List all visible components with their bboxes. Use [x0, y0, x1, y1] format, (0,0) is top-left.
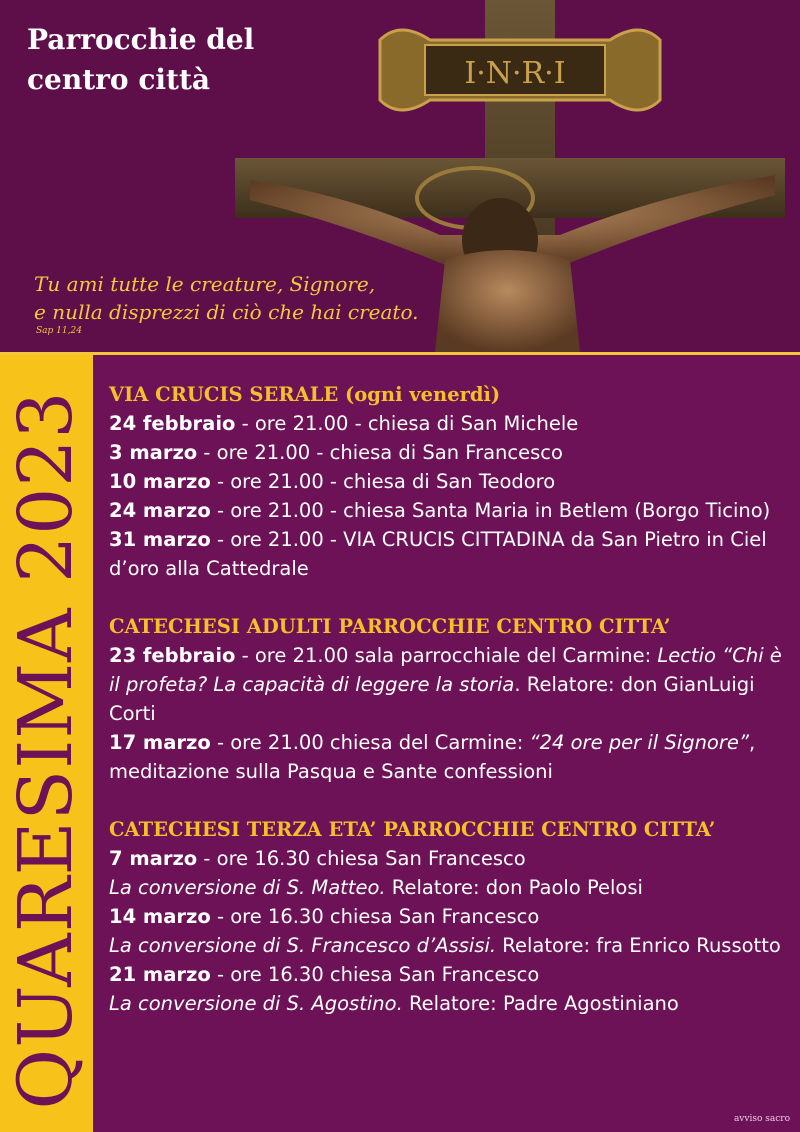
- section-via-crucis: [109, 380, 789, 583]
- entry-date: 23 febbraio: [109, 644, 236, 667]
- entry-date: 3 marzo: [109, 441, 198, 464]
- section-catechesi-adulti: [109, 612, 789, 786]
- entry-date: 31 marzo: [109, 528, 211, 551]
- entry-date: 24 marzo: [109, 499, 211, 522]
- entry-date: 10 marzo: [109, 470, 211, 493]
- quote-line-1: Tu ami tutte le creature, Signore,: [34, 272, 376, 296]
- entry-text: - ore 21.00 chiesa del Carmine:: [210, 731, 530, 754]
- section-title: CATECHESI TERZA ETA’ PARROCCHIE CENTRO CITTA’: [109, 818, 716, 841]
- entry-speaker: Relatore: don Paolo Pelosi: [385, 876, 643, 899]
- list-item: [109, 844, 789, 873]
- list-item: [109, 409, 789, 438]
- entry-speaker: . Relatore: don GianLuigi Corti: [109, 673, 755, 725]
- list-item: [109, 496, 789, 525]
- list-item: [109, 641, 789, 728]
- list-item: [109, 902, 789, 931]
- entry-topic: Lectio “Chi è il profeta? La capacità di leggere la storia: [109, 644, 782, 696]
- entry-topic: La conversione di S. Agostino.: [109, 992, 403, 1015]
- list-item: [109, 873, 789, 902]
- entry-text: - ore 16.30 chiesa San Francesco: [197, 847, 526, 870]
- list-item: [109, 525, 789, 583]
- entry-date: 14 marzo: [109, 905, 211, 928]
- list-item: [109, 989, 789, 1018]
- header-banner: [0, 0, 800, 352]
- inri-text: I·N·R·I: [464, 56, 566, 91]
- section-title: CATECHESI ADULTI PARROCCHIE CENTRO CITTA’: [109, 615, 671, 638]
- section-catechesi-terza-eta: [109, 815, 789, 1018]
- list-item: [109, 931, 789, 960]
- list-item: [109, 728, 789, 786]
- entry-speaker: Relatore: fra Enrico Russotto: [496, 934, 781, 957]
- entry-date: 21 marzo: [109, 963, 211, 986]
- entry-text: - ore 21.00 - VIA CRUCIS CITTADINA da San Pietro in Ciel d’oro alla Cattedrale: [109, 528, 767, 580]
- sidebar-label: QUARESIMA 2023: [3, 390, 89, 1110]
- quote-reference: Sap 11,24: [36, 326, 82, 336]
- entry-text: - ore 21.00 - chiesa di San Teodoro: [210, 470, 556, 493]
- list-item: [109, 960, 789, 989]
- scripture-quote: [34, 270, 419, 336]
- list-item: [109, 467, 789, 496]
- quote-line-2: e nulla disprezzi di ciò che hai creato.: [34, 300, 419, 324]
- torso: [435, 250, 580, 352]
- entry-date: 17 marzo: [109, 731, 211, 754]
- gold-divider: [0, 352, 800, 355]
- section-title: VIA CRUCIS SERALE (ogni venerdì): [109, 383, 501, 406]
- entry-date: 7 marzo: [109, 847, 198, 870]
- entry-speaker: , meditazione sulla Pasqua e Sante confessioni: [109, 731, 756, 783]
- schedule-content: [109, 380, 789, 1047]
- title-line-1: Parrocchie del: [27, 23, 255, 56]
- title-line-2: centro città: [27, 63, 211, 96]
- entry-topic: “24 ore per il Signore”: [529, 731, 749, 754]
- entry-text: - ore 16.30 chiesa San Francesco: [210, 905, 540, 928]
- entry-text: - ore 21.00 - chiesa Santa Maria in Betlem (Borgo Ticino): [210, 499, 771, 522]
- entry-topic: La conversione di S. Francesco d’Assisi.: [109, 934, 497, 957]
- entry-topic: La conversione di S. Matteo.: [109, 876, 386, 899]
- entry-text: - ore 21.00 - chiesa di San Michele: [235, 412, 579, 435]
- page-title: [27, 20, 254, 100]
- entry-text: - ore 16.30 chiesa San Francesco: [210, 963, 540, 986]
- list-item: [109, 438, 789, 467]
- entry-text: - ore 21.00 - chiesa di San Francesco: [197, 441, 563, 464]
- footer-label: avviso sacro: [733, 1114, 790, 1124]
- entry-text: - ore 21.00 sala parrocchiale del Carmine:: [235, 644, 658, 667]
- entry-date: 24 febbraio: [109, 412, 236, 435]
- entry-speaker: Relatore: Padre Agostiniano: [402, 992, 679, 1015]
